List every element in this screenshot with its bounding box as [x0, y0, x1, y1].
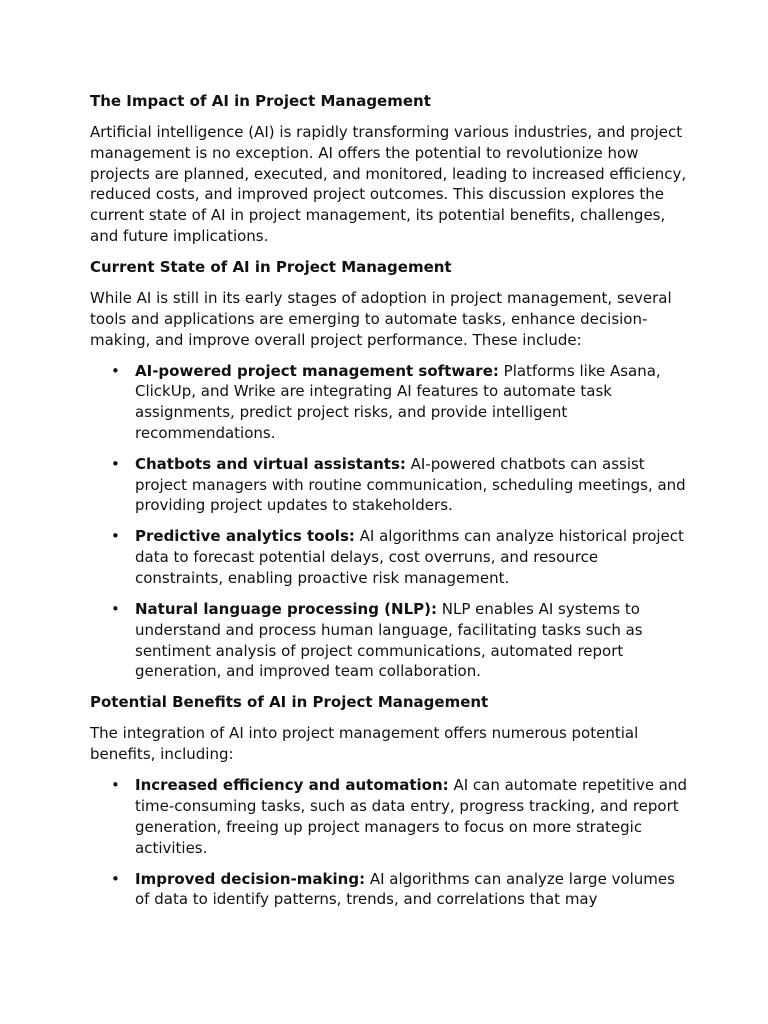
list-item	[90, 454, 690, 516]
section-heading-current-state: Current State of AI in Project Management	[90, 257, 452, 276]
list-item-text: AI can automate repetitive and time-consuming tasks, such as data entry, progress tracking, and report generation, freeing up project managers to focus on more strategic activities.	[135, 776, 688, 857]
bullet-icon: •	[111, 527, 120, 546]
list-item-term: AI-powered project management software:	[135, 361, 499, 380]
bullet-icon: •	[111, 776, 120, 795]
section-intro-current-state: While AI is still in its early stages of adoption in project management, several tools and applications are emerging to automate tasks, enhance decision-making, and improve overall project performance. These include:	[90, 288, 672, 349]
bullet-icon: •	[111, 454, 120, 473]
section-heading-benefits: Potential Benefits of AI in Project Management	[90, 693, 489, 712]
list-item-text: AI algorithms can analyze historical project data to forecast potential delays, cost overruns, and resource constraints, enabling proactive risk management.	[135, 527, 684, 588]
list-item-term: Natural language processing (NLP):	[135, 600, 437, 619]
list-item	[90, 526, 690, 588]
list-item-term: Improved decision-making:	[135, 869, 366, 888]
bullet-icon: •	[111, 600, 120, 619]
document-page	[90, 91, 690, 920]
bullet-icon: •	[111, 869, 120, 888]
list-item	[90, 869, 690, 911]
list-item-text: NLP enables AI systems to understand and process human language, facilitating tasks such as sentiment analysis of project communications, automated report generation, and improved team collaboration.	[135, 600, 643, 681]
document-title: The Impact of AI in Project Management	[90, 92, 431, 110]
list-item-text: AI-powered chatbots can assist project managers with routine communication, scheduling meetings, and providing project updates to stakeholders.	[135, 454, 686, 515]
bullet-list-benefits	[90, 775, 690, 910]
list-item-term: Increased efficiency and automation:	[135, 776, 449, 795]
list-item-text: Platforms like Asana, ClickUp, and Wrike are integrating AI features to automate task assignments, predict project risks, and provide intelligent recommendations.	[135, 361, 661, 442]
list-item-term: Predictive analytics tools:	[135, 527, 355, 546]
bullet-icon: •	[111, 361, 120, 380]
section-intro-benefits: The integration of AI into project management offers numerous potential benefits, including:	[90, 724, 639, 764]
list-item	[90, 599, 690, 682]
list-item	[90, 361, 690, 444]
bullet-list-current-state	[90, 361, 690, 683]
list-item-text: AI algorithms can analyze large volumes of data to identify patterns, trends, and correlations that may	[135, 869, 675, 909]
list-item-term: Chatbots and virtual assistants:	[135, 454, 406, 473]
list-item	[90, 775, 690, 858]
intro-paragraph: Artificial intelligence (AI) is rapidly transforming various industries, and project management is no exception. AI offers the potential to revolutionize how projects are planned, executed, and monitored, leading to increased efficiency, reduced costs, and improved project outcomes. This discussion explores the current state of AI in project management, its potential benefits, challenges, and future implications.	[90, 122, 687, 245]
